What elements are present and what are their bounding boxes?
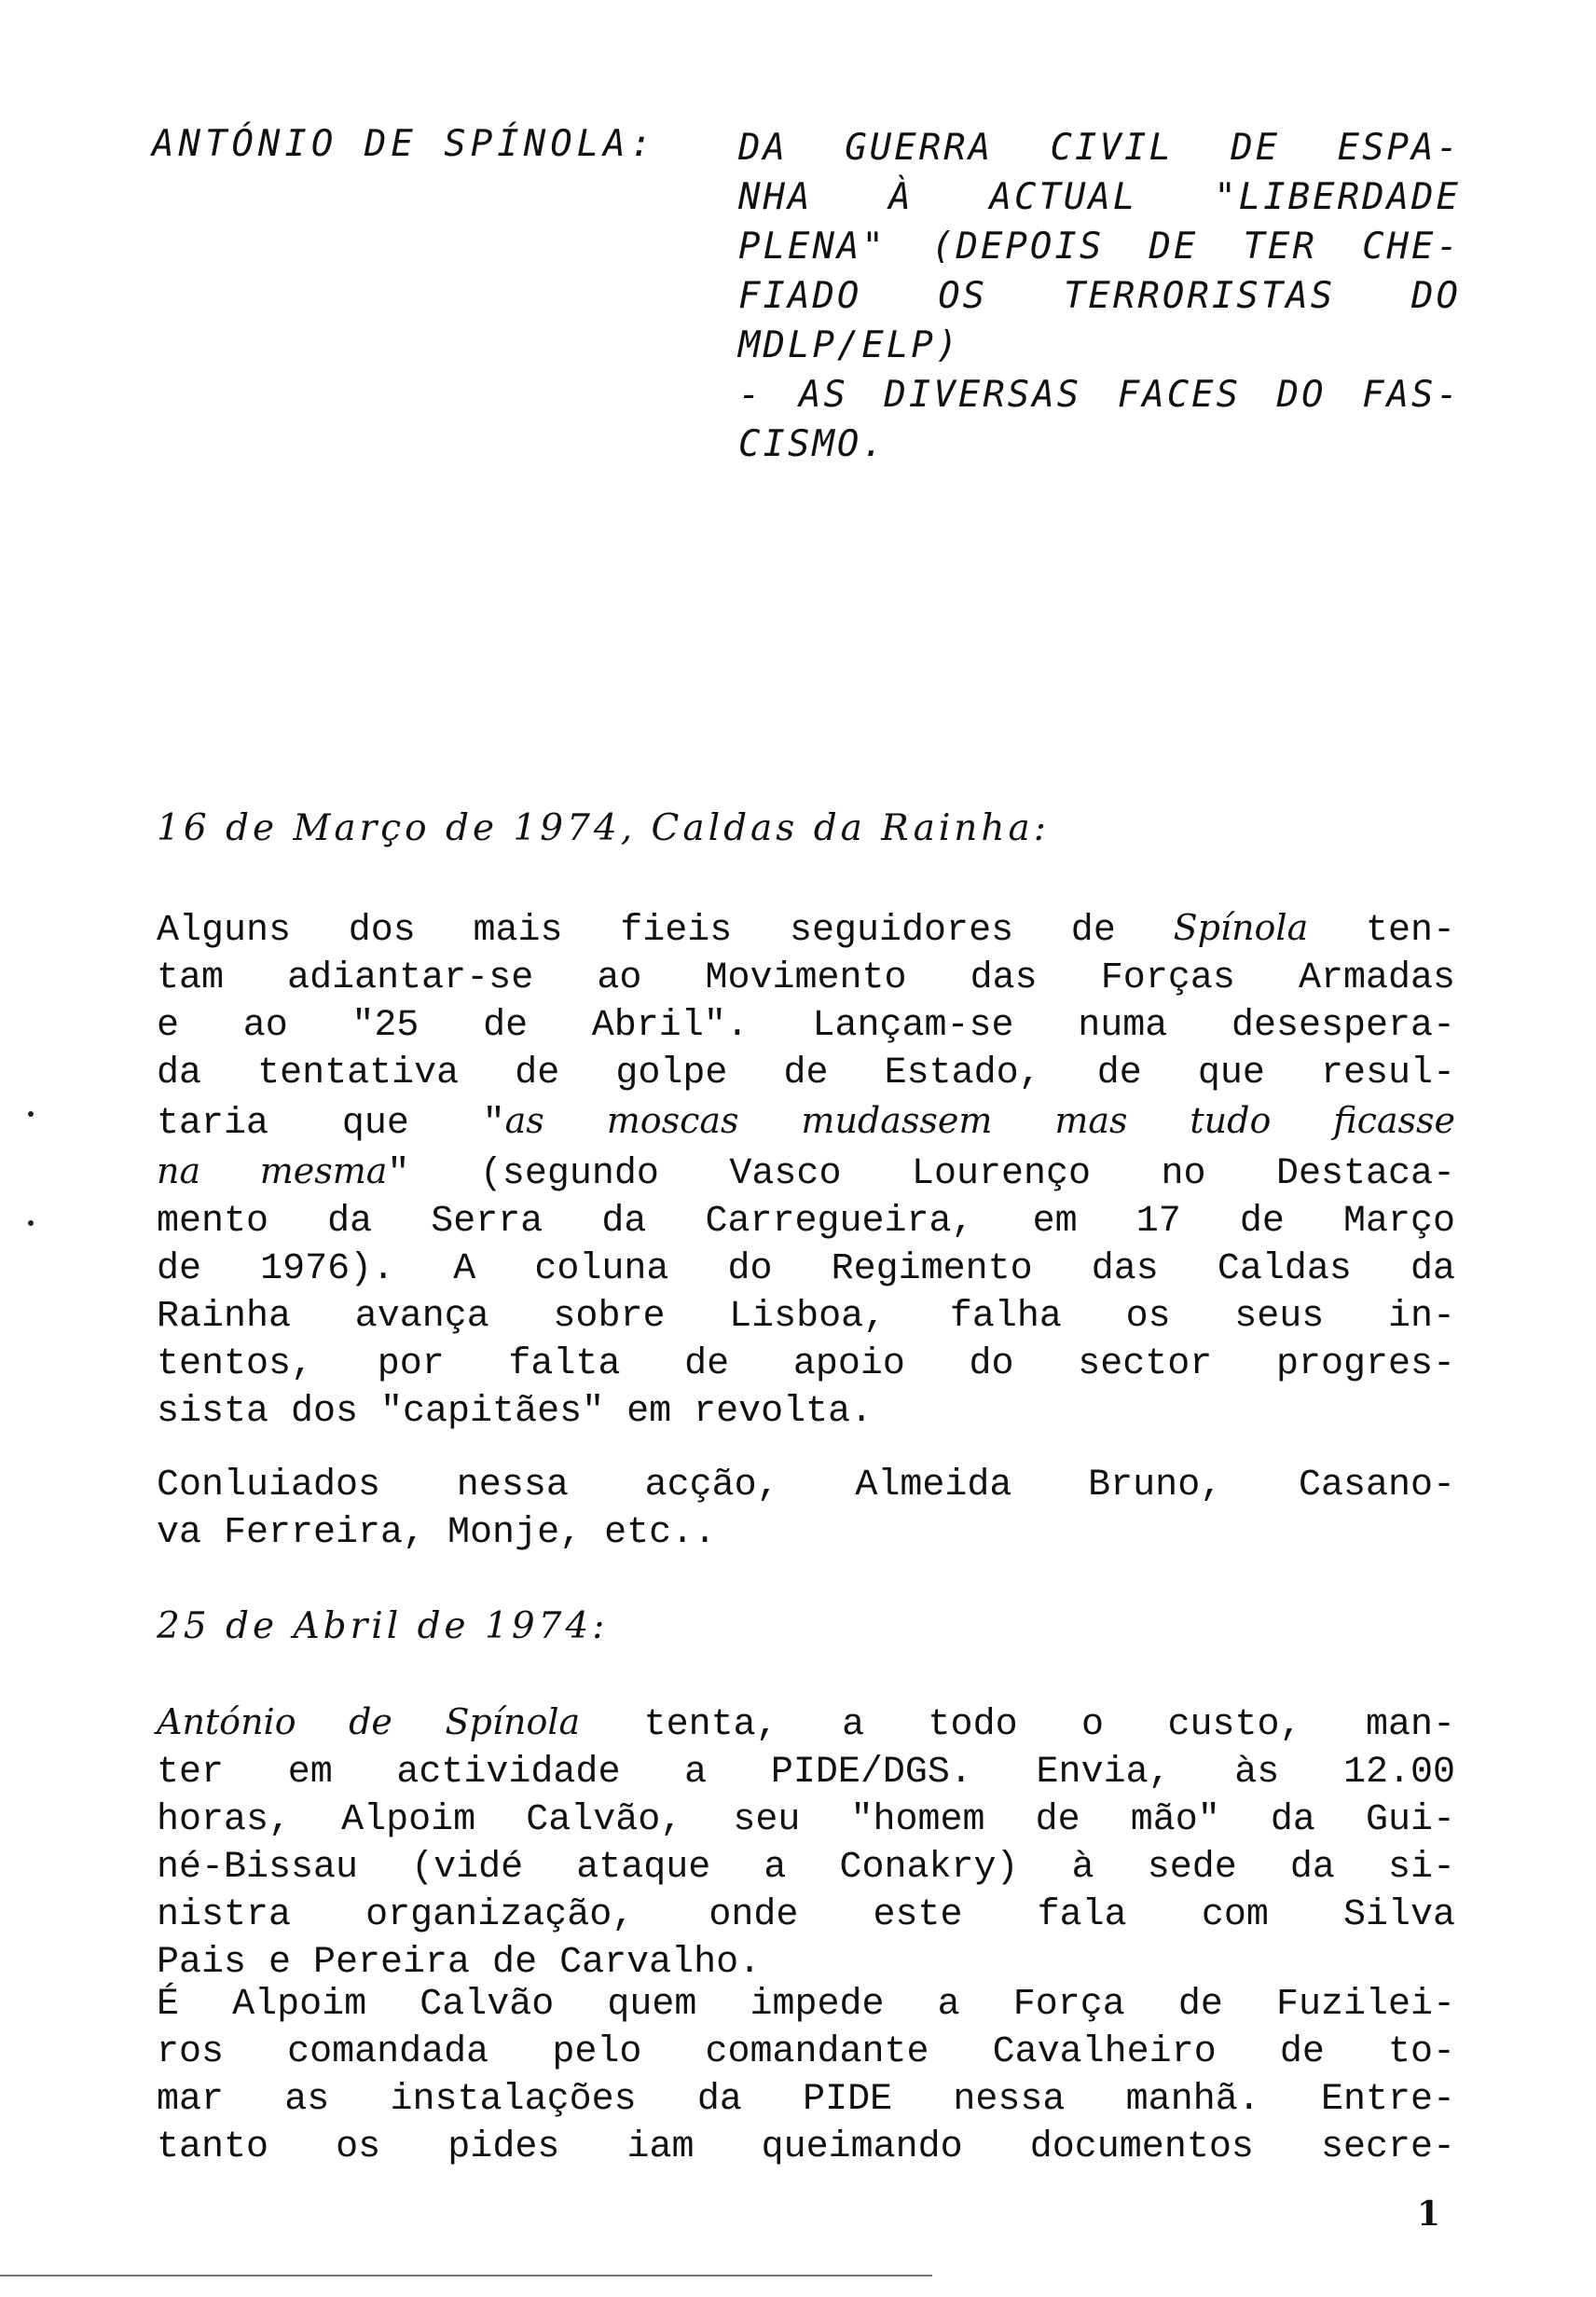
header-author: ANTÓNIO DE SPÍNOLA: [152, 123, 657, 165]
header-title-line: NHA À ACTUAL "LIBERDADE [738, 176, 1461, 218]
header-title-line: DA GUERRA CIVIL DE ESPA- [738, 127, 1461, 169]
paragraph-25-abril [157, 1699, 1455, 1987]
paragraph-alpoim [157, 1981, 1455, 2171]
header-title-line: CISMO. [738, 423, 887, 465]
text-line: da tentativa de golpe de Estado, de que resul- [157, 1052, 1455, 1094]
page-number: 1 [1417, 2194, 1441, 2234]
section-date-2: 25 de Abril de 1974: [157, 1605, 609, 1647]
text-line: né-Bissau (vidé ataque a Conakry) à sede da si- [157, 1847, 1455, 1889]
header-title-line: PLENA" (DEPOIS DE TER CHE- [738, 226, 1461, 268]
text-line: ter em actividade a PIDE/DGS. Envia, às 12.00 [157, 1752, 1455, 1794]
header-title-line: MDLP/ELP) [738, 324, 961, 366]
header-title [738, 123, 1461, 469]
text-line: Alguns dos mais fieis seguidores de Spínola ten- [157, 907, 1455, 952]
text-line: Conluiados nessa acção, Almeida Bruno, Casano- [157, 1465, 1455, 1506]
text-line: taria que "as moscas mudassem mas tudo ficasse [157, 1100, 1455, 1145]
text-line: tam adiantar-se ao Movimento das Forças Armadas [157, 957, 1455, 999]
text-line: na mesma" (segundo Vasco Lourenço no Destaca- [157, 1150, 1455, 1195]
text-line: va Ferreira, Monje, etc.. [157, 1512, 717, 1554]
text-line: de 1976). A coluna do Regimento das Caldas da [157, 1248, 1455, 1290]
text-line: É Alpoim Calvão quem impede a Força de Fuzilei- [157, 1984, 1455, 2026]
text-line: ros comandada pelo comandante Cavalheiro de to- [157, 2031, 1455, 2073]
text-line: tanto os pides iam queimando documentos secre- [157, 2126, 1455, 2168]
text-line: sista dos "capitães" em revolta. [157, 1391, 874, 1433]
text-line: António de Spínola tenta, a todo o custo, man- [157, 1701, 1456, 1746]
paragraph-caldas [157, 904, 1455, 1436]
text-line: tentos, por falta de apoio do sector progres- [157, 1343, 1455, 1385]
header-title-line: FIADO OS TERRORISTAS DO [738, 275, 1461, 317]
text-line: Rainha avança sobre Lisboa, falha os seus in- [157, 1296, 1455, 1338]
text-line: e ao "25 de Abril". Lançam-se numa desespera- [157, 1005, 1455, 1047]
text-line: mento da Serra da Carregueira, em 17 de Março [157, 1201, 1455, 1243]
paragraph-conluiados [157, 1462, 1455, 1557]
bottom-rule [0, 2275, 932, 2276]
text-line: mar as instalações da PIDE nessa manhã. Entre- [157, 2079, 1455, 2121]
header-title-line: - AS DIVERSAS FACES DO FAS- [738, 374, 1461, 416]
text-line: horas, Alpoim Calvão, seu "homem de mão" da Gui- [157, 1799, 1455, 1841]
section-date-1: 16 de Março de 1974, Caldas da Rainha: [157, 807, 1050, 849]
margin-mark [28, 1220, 34, 1226]
margin-mark [28, 1111, 34, 1117]
text-line: Pais e Pereira de Carvalho. [157, 1942, 762, 1984]
text-line: nistra organização, onde este fala com Silva [157, 1894, 1455, 1936]
